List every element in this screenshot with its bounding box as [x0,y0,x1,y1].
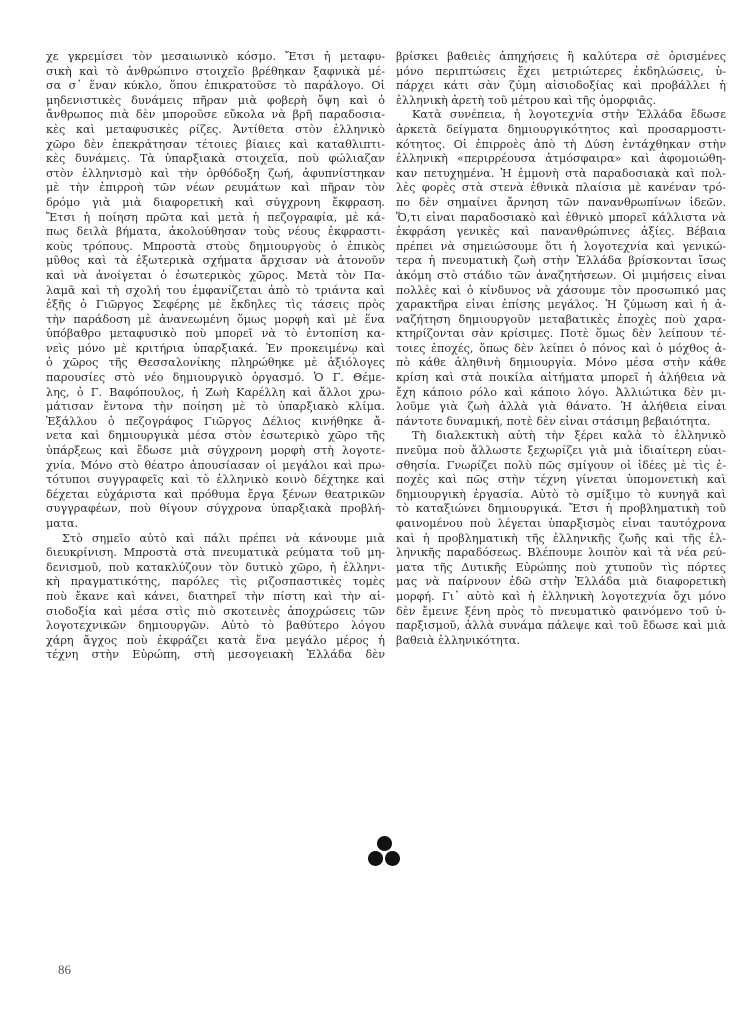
text-line: τότυποι συγγραφεῖς καὶ τὸ ἑλληνικὸ κοινὸ δέχτηκε καὶ [46,473,385,487]
text-line: τερα ἡ πνευματικὴ ζωὴ στὴν Ἑλλάδα βρίσκονται ἴσως [396,254,726,268]
text-line: ἀκόμη στὸ στάδιο τῶν ἀναζητήσεων. Οἱ μιμήσεις εἶναι [396,268,726,282]
text-line: μὲ τὴν ἐπιρροὴ τῶν νέων ρευμάτων καὶ πῆραν τὸν [46,181,385,195]
text-line: χαρακτῆρα εἶναι ἐπίσης μεγάλος. Ἡ ζύμωση καὶ ἡ ἀ- [396,298,726,312]
text-line: ἑξῆς ὁ Γιῶργος Σεφέρης μὲ ἔκδηλες τὶς τάσεις πρὸς [46,298,385,312]
text-line: ἑλληνικὴ ἀρετὴ τοῦ μέτρου καὶ τῆς ὁμορφιᾶς. [396,93,657,107]
text-line: μῦθος καὶ τὰ ἐξωτερικὰ σχήματα ἄρχισαν νὰ ἀτονοῦν [46,254,385,268]
text-line: κὲς δυνάμεις. Τὰ ὑπαρξιακὰ στοιχεῖα, ποὺ φώλιαζαν [46,152,385,166]
text-line: πο δὲν σημαίνει ἄρνηση τῶν πανανθρωπίνων ἰδεῶν. [396,195,726,209]
text-line: δημιουργικὴ ἐργασία. Αὐτὸ τὸ σμίξιμο τὸ κυνηγᾶ καὶ [396,487,726,501]
text-line: ποὺ ἔκανε καὶ κάνει, διατηρεῖ τὴν πίστη καὶ τὴν αἰ- [46,589,385,603]
text-line: κτηρίζονται σὰν κρίσιμες. Ποτὲ ὅμως δὲν λείπουν τέ- [396,327,726,341]
text-line: πολλὲς καὶ ὁ κίνδυνος νὰ χάσουμε τὸν προσωπικό μας [396,283,726,297]
text-line: νετα καὶ δημιουργικὰ μέσα στὸν ἐσωτερικὸ χῶρο τῆς [46,429,385,443]
text-line: διευκρίνιση. Μπροστὰ στὰ πνευματικὰ ρεύματα τοῦ μη- [46,546,385,560]
text-line: τὸ καταξιώνει δημιουργικά. Ἔτσι ἡ προβληματικὴ τοῦ [396,502,726,516]
left-text-column [46,50,385,663]
text-line: δενισμοῦ, ποὺ κατακλύζουν τὸν δυτικὸ χῶρο, ἡ ἑλληνι- [46,560,385,574]
text-line: παρουσίες στὸ νέο δημιουργικὸ ὀργασμό. Ὁ Γ. Θέμε- [46,371,385,385]
text-line: ληνικῆς παραδόσεως. Βλέπουμε λοιπὸν καὶ τὰ νέα ρεύ- [396,546,726,560]
text-line: πάρχει κάτι σὰν ζύμη αἰσιοδοξίας καὶ προβάλλει ἡ [396,79,726,93]
text-line: σικὴ καὶ τὸ ἀνθρώπινο στοιχεῖο βρέθηκαν ξαφνικὰ μέ- [46,64,385,78]
text-line: παρξισμοῦ, ἀλλὰ συνάμα πάλεψε καὶ τοῦ ἔδωσε καὶ μιὰ [396,619,726,633]
text-line: πνεῦμα ποὺ ἄλλωστε ξεχωρίζει γιὰ μιὰ ἰδιαίτερη εὐαι- [396,444,726,458]
text-line: ματα τῆς Δυτικῆς Εὐρώπης ποὺ χτυποῦν τὶς πόρτες [396,560,726,574]
text-line: δέχεται εὐχάριστα καὶ πρόθυμα ἔργα ξένων θεατρικῶν [46,487,385,501]
text-line: δὲν ἔμεινε ξένη πρὸς τὸ πνευματικὸ φαινόμενο τοῦ ὑ- [396,604,726,618]
text-line: ἄνθρωπος πιὰ δὲν μποροῦσε εὔκολα νὰ βρῆ παραδοσια- [46,108,385,122]
text-line: ἑλληνικὴ «περιρρέουσα ἀτμόσφαιρα» καὶ ἀφομοιώθη- [396,152,726,166]
text-line: νεὶς μόνο μὲ κριτήρια ὑπαρξιακά. Ἐν προκειμένῳ καὶ [46,341,385,355]
text-line: πρέπει νὰ σημειώσουμε ὅτι ἡ λογοτεχνία καὶ γενικώ- [396,239,726,253]
text-line: τοιες ἐποχές, ὅπως δὲν λείπει ὁ πόνος καὶ ὁ μόχθος ἀ- [396,341,726,355]
text-line: καν πετυχημένα. Ἡ ἐμμονὴ στὰ παραδοσιακὰ καὶ πολ- [396,166,726,180]
text-line: ἔχη κάποιο ρόλο καὶ κάποιο λόγο. Ἀλλιώτικα δὲν μι- [396,385,726,399]
text-line: μορφή. Γι᾿ αὐτὸ καὶ ἡ ἑλληνικὴ λογοτεχνία ὄχι μόνο [396,589,726,603]
text-line: τὴν παράδοση μὲ ἀνανεωμένη ὅμως μορφὴ καὶ μὲ ἕνα [46,312,385,326]
text-line: μας νὰ παίρνουν ἐδῶ στὴν Ἑλλάδα μιὰ διαφορετικὴ [396,575,726,589]
page-number: 86 [58,962,71,977]
text-line: καὶ νὰ ἀνοίγεται ὁ ἐσωτερικὸς χῶρος. Μετὰ τὸν Πα- [46,268,385,282]
text-line: κοὺς τρόπους. Μπροστὰ στοὺς δημιουργοὺς ὁ ἐπικὸς [46,239,385,253]
text-line: ὑπόβαθρο μεταφυσικὸ ποὺ μπορεῖ νὰ τὸ ἐντοπίση κα- [46,327,385,341]
text-line: κὲς καὶ μεταφυσικὲς ρίζες. Ἀντίθετα στὸν ἑλληνικὸ [46,122,385,136]
text-line: κὴ πραγματικότης, παρόλες τὶς ριζοσπαστικὲς τομὲς [46,575,385,589]
text-line: Ἔτσι ἡ ποίηση πρῶτα καὶ μετὰ ἡ πεζογραφία, μὲ κά- [46,210,385,224]
text-line: πως δειλὰ βήματα, ἀκολούθησαν τοὺς νέους ἐκφραστι- [46,225,385,239]
text-line: Ὅ,τι εἶναι παραδοσιακὸ καὶ ἐθνικὸ μπορεῖ κάλλιστα νὰ [396,210,726,224]
text-line: κότητος. Οἱ ἐπιρροὲς ἀπὸ τὴ Δύση ἐντάχθηκαν στὴν [396,137,726,151]
text-line: μόνο περιπτώσεις ἔχει μετριώτερες ἐκδηλώσεις, ὑ- [396,64,726,78]
text-line: σα σ᾿ ἕναν κύκλο, ὅπου ἐπικρατοῦσε τὸ παράλογο. Οἱ [46,79,385,93]
text-line: τέχνη στὴν Εὐρώπη, στὴ μεσογειακὴ Ἑλλάδα δὲν [46,648,385,662]
text-line: ποχὲς καὶ πῶς στὴν τέχνη γίνεται ὑπομονετικὴ καὶ [396,473,726,487]
text-line: σθησία. Γνωρίζει πολὺ πῶς σμίγουν οἱ ἰδέες μὲ τὶς ἐ- [396,458,726,472]
text-line: ναζήτηση δημιουργοῦν μεταβατικὲς ἐποχὲς ποὺ χαρα- [396,312,726,326]
three-dots-ornament-icon [368,836,402,870]
text-line: Τὴ διαλεκτικὴ αὐτὴ τὴν ξέρει καλὰ τὸ ἑλληνικὸ [412,429,726,443]
text-line: ἐκφράση γενικὲς καὶ πανανθρώπινες ἀξίες. Βέβαια [396,225,726,239]
text-line: μηδενιστικὲς δυνάμεις πῆραν μιὰ φοβερὴ ὄψη καὶ ὁ [46,93,385,107]
text-line: πὸ κάθε ἀληθινὴ δημιουργία. Μόνο μέσα στὴν κάθε [396,356,726,370]
text-line: φαινομένου ποὺ λέγεται ὑπαρξισμὸς εἶναι ταυτόχρονα [396,517,726,530]
text-line: Κατὰ συνέπεια, ἡ λογοτεχνία στὴν Ἑλλάδα ἔδωσε [412,108,726,122]
text-line: λογοτεχνικῶν δημιουργῶν. Αὐτὸ τὸ βαθύτερο λόγου [46,619,385,633]
text-line: πάντοτε δυναμική, ποτὲ δὲν εἶναι στάσιμη βεβαιότητα. [396,414,711,428]
text-line: βαθειὰ ἑλληνικότητα. [396,633,521,647]
text-line: κρίση καὶ στὰ ποικίλα αἰτήματα μπορεῖ ἡ ἀλήθεια νὰ [396,371,726,385]
text-line: καὶ ἡ προβληματικὴ τῆς ἑλληνικῆς ζωῆς καὶ τῆς ἑλ- [396,531,726,545]
text-line: Ἐξάλλου ὁ πεζογράφος Γιῶργος Δέλιος κινήθηκε ἄ- [46,414,385,428]
text-line: Στὸ σημεῖο αὐτὸ καὶ πάλι πρέπει νὰ κάνουμε μιὰ [62,531,385,545]
text-line: λης, ὁ Γ. Βαφόπουλος, ἡ Ζωὴ Καρέλλη καὶ ἄλλοι χρω- [46,385,385,399]
text-line: συγγραφέων, ποὺ θίγουν σύγχρονα ὑπαρξιακὰ προβλή- [46,502,385,516]
text-line: λαμᾶ καὶ τὴ σχολή του ἐμφανίζεται ἀπὸ τὸ τριάντα καὶ [46,283,385,297]
text-line: στὸν ἑλληνισμὸ καὶ τὴν ὀρθόδοξη ζωή, ἀφυπνίστηκαν [46,166,385,180]
text-line: βρίσκει βαθειὲς ἀπηχήσεις ἢ καλύτερα σὲ ὁρισμένες [396,50,726,63]
right-text-column [396,50,726,648]
text-line: σιοδοξία καὶ μέσα στὶς πιὸ σκοτεινὲς ἀποχρώσεις τῶν [46,604,385,618]
text-line: ματα. [46,517,79,530]
text-line: δρόμο γιὰ μιὰ διαφορετικὴ καὶ σύγχρονη ἔκφραση. [46,195,385,209]
text-line: ἀρκετὰ δείγματα δημιουργικότητος καὶ προσαρμοστι- [396,122,726,136]
text-line: χνία. Μόνο στὸ θέατρο ἀπουσίασαν οἱ μεγάλοι καὶ πρω- [46,458,385,472]
text-line: χάρη ἄγχος ποὺ ἐκφράζει κατὰ ἕνα μεγάλο μέρος ἡ [46,633,385,647]
text-line: ὑπάρξεως καὶ ἔδωσε μιὰ σύγχρονη μορφὴ στὴ λογοτε- [46,444,385,458]
text-line: λοῦμε γιὰ ζωὴ ἀλλὰ γιὰ θάνατο. Ἡ ἀλήθεια εἶναι [396,400,726,414]
text-line: χῶρο δὲν ἐπεκράτησαν τέτοιες βίαιες καὶ καταθλιπτι- [46,137,385,151]
text-line: λὲς φορὲς στὰ στενὰ ἐθνικὰ πλαίσια μὲ κανέναν τρό- [396,181,726,195]
text-line: ὁ χῶρος τῆς Θεσσαλονίκης πληρώθηκε μὲ ἀξιόλογες [46,356,385,370]
text-line: χε γκρεμίσει τὸν μεσαιωνικὸ κόσμο. Ἔτσι ἡ μεταφυ- [46,50,385,63]
text-line: μάτισαν ἔντονα τὴν ποίηση μὲ τὸ ὑπαρξιακὸ κλίμα. [46,400,385,414]
